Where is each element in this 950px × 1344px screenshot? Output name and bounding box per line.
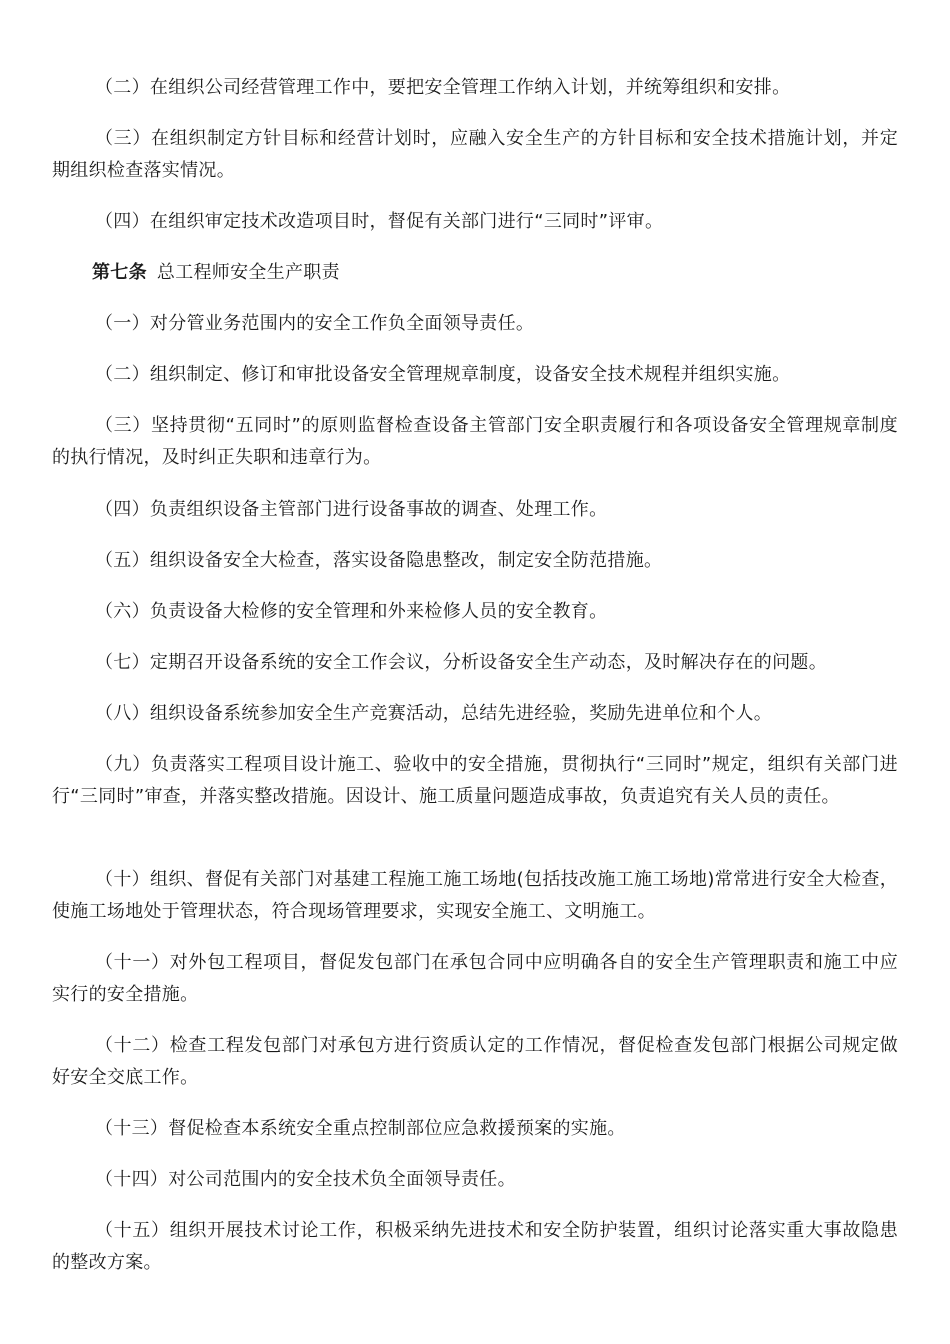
paragraph-duty-2: （二）组织制定、修订和审批设备安全管理规章制度，设备安全技术规程并组织实施。	[95, 364, 791, 385]
paragraph-duty-9: （九）负责落实工程项目设计施工、验收中的安全措施，贯彻执行“三同时”规定，组织有关部门进行“三同时”审查，并落实整改措施。因设计、施工质量问题造成事故，负责追究有关人员的责任。	[52, 754, 898, 807]
paragraph-duty-11: （十一）对外包工程项目，督促发包部门在承包合同中应明确各自的安全生产管理职责和施工中应实行的安全措施。	[52, 952, 898, 1005]
paragraph-duty-15: （十五）组织开展技术讨论工作，积极采纳先进技术和安全防护装置，组织讨论落实重大事故隐患的整改方案。	[52, 1220, 898, 1273]
paragraph-duty-14: （十四）对公司范围内的安全技术负全面领导责任。	[95, 1169, 516, 1190]
paragraph-item-2: （二）在组织公司经营管理工作中，要把安全管理工作纳入计划，并统筹组织和安排。	[95, 77, 791, 98]
paragraph-duty-1: （一）对分管业务范围内的安全工作负全面领导责任。	[95, 313, 535, 334]
article-heading	[92, 257, 340, 289]
paragraph-duty-8: （八）组织设备系统参加安全生产竞赛活动，总结先进经验，奖励先进单位和个人。	[95, 703, 773, 724]
paragraph-duty-12: （十二）检查工程发包部门对承包方进行资质认定的工作情况，督促检查发包部门根据公司规定做好安全交底工作。	[52, 1035, 898, 1088]
article-number: 第七条	[92, 262, 147, 283]
paragraph-duty-5: （五）组织设备安全大检查，落实设备隐患整改，制定安全防范措施。	[95, 550, 663, 571]
paragraph-duty-13: （十三）督促检查本系统安全重点控制部位应急救援预案的实施。	[95, 1118, 626, 1139]
paragraph-item-3: （三）在组织制定方针目标和经营计划时，应融入安全生产的方针目标和安全技术措施计划，并定期组织检查落实情况。	[52, 128, 898, 181]
paragraph-duty-10: （十）组织、督促有关部门对基建工程施工施工场地(包括技改施工施工场地)常常进行安全大检查，使施工场地处于管理状态，符合现场管理要求，实现安全施工、文明施工。	[52, 869, 898, 922]
paragraph-duty-4: （四）负责组织设备主管部门进行设备事故的调查、处理工作。	[95, 499, 608, 520]
article-title: 总工程师安全生产职责	[156, 262, 340, 283]
paragraph-duty-3: （三）坚持贯彻“五同时”的原则监督检查设备主管部门安全职责履行和各项设备安全管理规章制度的执行情况，及时纠正失职和违章行为。	[52, 415, 898, 468]
paragraph-item-4: （四）在组织审定技术改造项目时，督促有关部门进行“三同时”评审。	[95, 211, 664, 232]
paragraph-duty-6: （六）负责设备大检修的安全管理和外来检修人员的安全教育。	[95, 601, 608, 622]
paragraph-duty-7: （七）定期召开设备系统的安全工作会议，分析设备安全生产动态，及时解决存在的问题。	[95, 652, 827, 673]
